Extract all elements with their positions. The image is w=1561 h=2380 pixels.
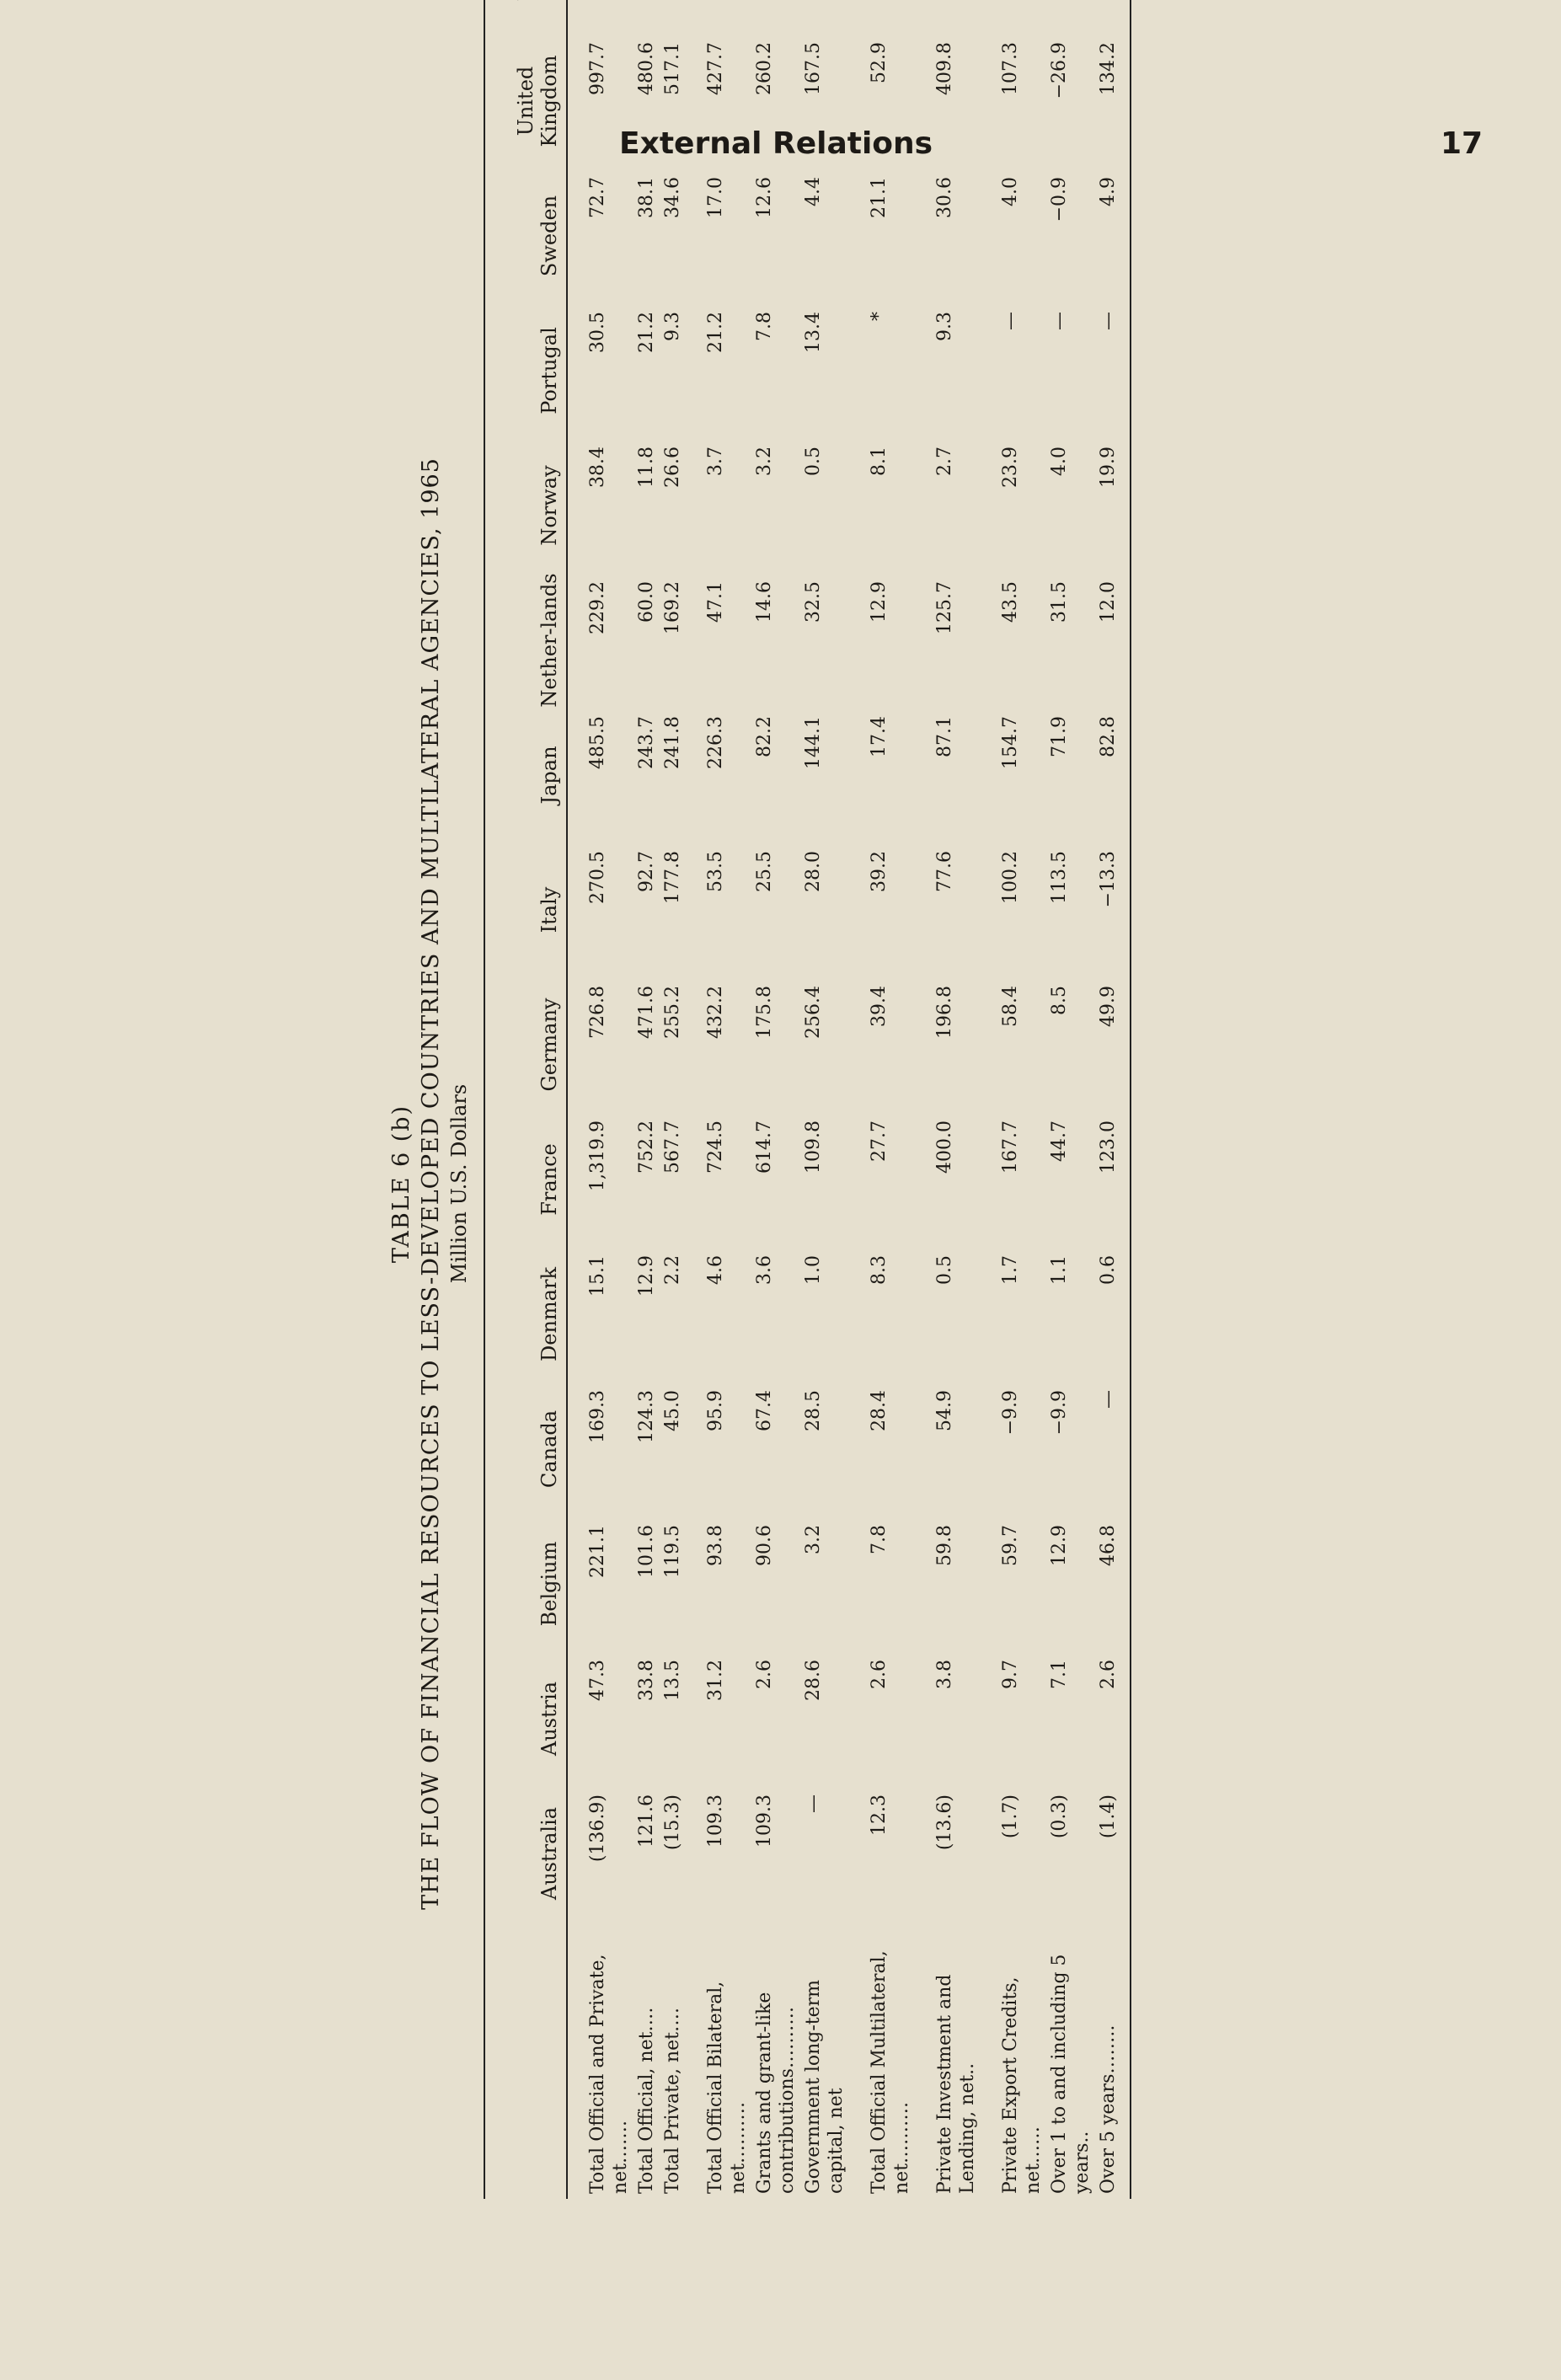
table-cell: 409.8 bbox=[934, 42, 955, 95]
table-row bbox=[981, 0, 1046, 2199]
table-body bbox=[567, 0, 1131, 2199]
table-cell bbox=[751, 0, 800, 34]
table-cell: — bbox=[1098, 1390, 1119, 1409]
table-cell: 432.2 bbox=[705, 986, 726, 1039]
table-caption bbox=[388, 168, 472, 2199]
table-cell: 7.8 bbox=[754, 312, 775, 341]
page-number: 17 bbox=[1441, 126, 1483, 161]
table-row bbox=[1046, 0, 1095, 2199]
column-header: Norway bbox=[537, 465, 561, 546]
table-cell: 177.8 bbox=[662, 851, 683, 904]
table-cell: 614.7 bbox=[754, 1120, 775, 1174]
column-header: Nether-lands bbox=[537, 573, 561, 708]
table-cell: 11.8 bbox=[636, 447, 657, 488]
column-header bbox=[484, 0, 567, 34]
table-cell: 109.3 bbox=[705, 1794, 726, 1848]
table-cell: (13.6) bbox=[934, 1794, 955, 1851]
table-cell: 19.9 bbox=[1098, 447, 1119, 488]
table-cell: 13.4 bbox=[803, 312, 824, 353]
table-cell: 34.6 bbox=[662, 177, 683, 218]
table-cell: 12.9 bbox=[869, 581, 890, 623]
table-cell bbox=[800, 0, 849, 34]
column-header: Sweden bbox=[537, 195, 561, 277]
table-cell: 28.4 bbox=[869, 1390, 890, 1431]
table-cell: 49.9 bbox=[1098, 986, 1119, 1027]
table-cell: 0.5 bbox=[934, 1255, 955, 1285]
table-cell: 12.6 bbox=[754, 177, 775, 218]
table-cell: 60.0 bbox=[636, 581, 657, 623]
table-row bbox=[751, 0, 800, 2199]
table-cell: 72.7 bbox=[587, 177, 608, 218]
table-cell: 43.5 bbox=[1000, 581, 1021, 623]
table-cell: 226.3 bbox=[705, 716, 726, 769]
table-cell: (1.7) bbox=[1000, 1794, 1021, 1839]
table-cell: 167.7 bbox=[1000, 1120, 1021, 1174]
table-cell: 4.6 bbox=[705, 1255, 726, 1285]
table-cell: (0.3) bbox=[1049, 1794, 1070, 1839]
table-cell: 28.5 bbox=[803, 1390, 824, 1431]
table-cell: 54.9 bbox=[934, 1390, 955, 1431]
table-cell: 39.4 bbox=[869, 986, 890, 1027]
column-header: Italy bbox=[537, 886, 561, 933]
table-cell: — bbox=[803, 1794, 824, 1813]
table-cell: 25.5 bbox=[754, 851, 775, 892]
table-cell: 38.1 bbox=[636, 177, 657, 218]
column-header: United Kingdom bbox=[514, 55, 561, 147]
table-cell: 3.2 bbox=[803, 1525, 824, 1554]
table-cell: 13.5 bbox=[662, 1660, 683, 1701]
table-cell: 33.8 bbox=[636, 1660, 657, 1701]
table-cell: 124.3 bbox=[636, 1390, 657, 1443]
table-row bbox=[915, 0, 981, 2199]
row-label: Grants and grant-like contributions………. bbox=[754, 1992, 798, 2194]
table-cell: −9.9 bbox=[1049, 1390, 1070, 1436]
table-cell: 260.2 bbox=[754, 42, 775, 95]
table-cell: 8.1 bbox=[869, 447, 890, 476]
table-cell: 1.7 bbox=[1000, 1255, 1021, 1285]
column-header: Belgium bbox=[537, 1541, 561, 1627]
table-cell: (1.4) bbox=[1098, 1794, 1119, 1839]
table-cell: 58.4 bbox=[1000, 986, 1021, 1027]
row-label: Total Private, net…. bbox=[662, 2008, 683, 2194]
table-cell: 59.8 bbox=[934, 1525, 955, 1566]
table-cell: 23.9 bbox=[1000, 447, 1021, 488]
table-row bbox=[660, 0, 686, 2199]
table-cell bbox=[567, 0, 633, 34]
table-cell: 726.8 bbox=[587, 986, 608, 1039]
table-cell: 2.6 bbox=[869, 1660, 890, 1689]
table-cell: 30.6 bbox=[934, 177, 955, 218]
table-cell: −0.9 bbox=[1049, 177, 1070, 222]
table-cell: 7.1 bbox=[1049, 1660, 1070, 1689]
table-cell: 92.7 bbox=[636, 851, 657, 892]
table-cell: 71.9 bbox=[1049, 716, 1070, 757]
table-cell: 82.8 bbox=[1098, 716, 1119, 757]
row-label: Government long-term capital, net bbox=[803, 1979, 847, 2194]
table-cell: 1,319.9 bbox=[587, 1120, 608, 1191]
table-cell: −26.9 bbox=[1049, 42, 1070, 99]
table-cell: 256.4 bbox=[803, 986, 824, 1039]
table-cell: 3.2 bbox=[754, 447, 775, 476]
table-cell: 12.3 bbox=[869, 1794, 890, 1836]
table-cell: 28.0 bbox=[803, 851, 824, 892]
running-title: External Relations bbox=[619, 126, 933, 161]
table-cell: 123.0 bbox=[1098, 1120, 1119, 1174]
table-cell: 255.2 bbox=[662, 986, 683, 1039]
table-cell: 119.5 bbox=[662, 1525, 683, 1578]
table-cell: 8.3 bbox=[869, 1255, 890, 1285]
table-cell: 109.3 bbox=[754, 1794, 775, 1848]
table-cell: 485.5 bbox=[587, 716, 608, 769]
table-cell: 26.6 bbox=[662, 447, 683, 488]
table-cell: 724.5 bbox=[705, 1120, 726, 1174]
table-number: TABLE 6 (b) bbox=[388, 1104, 414, 1264]
table-cell: 93.8 bbox=[705, 1525, 726, 1566]
table-title: THE FLOW OF FINANCIAL RESOURCES TO LESS-DEVELOPED COUNTRIES AND MULTILATERAL AGENCIES, 1965 bbox=[418, 457, 444, 1910]
table-cell: 107.3 bbox=[1000, 42, 1021, 95]
table-cell: 47.1 bbox=[705, 581, 726, 623]
table-cell: 82.2 bbox=[754, 716, 775, 757]
table-row bbox=[686, 0, 751, 2199]
table-cell: 154.7 bbox=[1000, 716, 1021, 769]
table-cell: 167.5 bbox=[803, 42, 824, 95]
table-cell: 400.0 bbox=[934, 1120, 955, 1174]
table-cell: 427.7 bbox=[705, 42, 726, 95]
row-label: Private Export Credits, net…… bbox=[1000, 1976, 1044, 2194]
table-cell bbox=[915, 0, 981, 34]
table-cell: 3.7 bbox=[705, 447, 726, 476]
table-cell: 7.8 bbox=[869, 1525, 890, 1554]
table-cell: 4.0 bbox=[1049, 447, 1070, 476]
table-cell bbox=[1046, 0, 1095, 34]
table-cell: 4.9 bbox=[1098, 177, 1119, 206]
table-cell: 21.1 bbox=[869, 177, 890, 218]
table-cell: −13.3 bbox=[1098, 851, 1119, 908]
row-label: Total Official and Private, net……. bbox=[587, 1954, 631, 2194]
table-cell: 39.2 bbox=[869, 851, 890, 892]
table-cell: 9.3 bbox=[662, 312, 683, 341]
column-header: Canada bbox=[537, 1409, 561, 1489]
table-cell: 229.2 bbox=[587, 581, 608, 634]
column-header-label bbox=[484, 1921, 567, 2199]
table-cell: 480.6 bbox=[636, 42, 657, 95]
table-cell: 47.3 bbox=[587, 1660, 608, 1701]
row-label: Over 1 to and including 5 years.. bbox=[1049, 1954, 1093, 2194]
table-row bbox=[800, 0, 849, 2199]
table-cell: 175.8 bbox=[754, 986, 775, 1039]
table-cell: 15.1 bbox=[587, 1255, 608, 1297]
table-cell: 12.0 bbox=[1098, 581, 1119, 623]
header-row bbox=[484, 0, 567, 2199]
table-unit: Million U.S. Dollars bbox=[447, 1083, 471, 1284]
column-header: France bbox=[537, 1143, 561, 1216]
table-cell: 121.6 bbox=[636, 1794, 657, 1848]
table-cell: 997.7 bbox=[587, 42, 608, 95]
table-cell: 38.4 bbox=[587, 447, 608, 488]
table-cell: 4.0 bbox=[1000, 177, 1021, 206]
table-cell bbox=[660, 0, 686, 34]
row-label: Private Investment and Lending, net.. bbox=[934, 1974, 978, 2194]
table-row bbox=[633, 0, 660, 2199]
table-cell: 0.6 bbox=[1098, 1255, 1119, 1285]
table-cell: 21.2 bbox=[705, 312, 726, 353]
column-header: Austria bbox=[537, 1681, 561, 1757]
table-cell: 221.1 bbox=[587, 1525, 608, 1578]
table-cell: 32.5 bbox=[803, 581, 824, 623]
table-cell: (15.3) bbox=[662, 1794, 683, 1851]
table-cell: 243.7 bbox=[636, 716, 657, 769]
table-cell: 471.6 bbox=[636, 986, 657, 1039]
table-cell: 2.2 bbox=[662, 1255, 683, 1285]
table-cell: 59.7 bbox=[1000, 1525, 1021, 1566]
column-header: Germany bbox=[537, 997, 561, 1092]
table-cell bbox=[849, 0, 915, 34]
table-cell: 270.5 bbox=[587, 851, 608, 904]
table-cell: 14.6 bbox=[754, 581, 775, 623]
table-cell: 3.8 bbox=[934, 1660, 955, 1689]
table-cell: — bbox=[1000, 312, 1021, 330]
row-label: Over 5 years…….. bbox=[1098, 2024, 1119, 2194]
table-cell bbox=[981, 0, 1046, 34]
table-cell: 169.3 bbox=[587, 1390, 608, 1443]
table-cell: 101.6 bbox=[636, 1525, 657, 1578]
table-cell: 90.6 bbox=[754, 1525, 775, 1566]
table-cell: 12.9 bbox=[636, 1255, 657, 1297]
table-cell: 67.4 bbox=[754, 1390, 775, 1431]
table-cell: (136.9) bbox=[587, 1794, 608, 1863]
table-cell: 517.1 bbox=[662, 42, 683, 95]
row-label: Total Official Multilateral, net………. bbox=[869, 1950, 912, 2194]
table-cell bbox=[686, 0, 751, 34]
column-header: Denmark bbox=[537, 1267, 561, 1361]
table-cell: * bbox=[869, 312, 890, 321]
table-cell: 100.2 bbox=[1000, 851, 1021, 904]
financial-flow-table bbox=[484, 0, 1131, 2199]
table-cell: 134.2 bbox=[1098, 42, 1119, 95]
table-cell: −9.9 bbox=[1000, 1390, 1021, 1436]
table-cell: 1.0 bbox=[803, 1255, 824, 1285]
table-cell: 3.6 bbox=[754, 1255, 775, 1285]
table-cell bbox=[1095, 0, 1131, 34]
table-cell: 109.8 bbox=[803, 1120, 824, 1174]
column-header: Japan bbox=[537, 746, 561, 805]
table-cell: 12.9 bbox=[1049, 1525, 1070, 1566]
column-header: Portugal bbox=[537, 327, 561, 414]
table-cell: 241.8 bbox=[662, 716, 683, 769]
table-cell bbox=[633, 0, 660, 34]
table-cell: 31.5 bbox=[1049, 581, 1070, 623]
table-cell: 752.2 bbox=[636, 1120, 657, 1174]
table-row bbox=[1095, 0, 1131, 2199]
table-cell: 169.2 bbox=[662, 581, 683, 634]
table-cell: 21.2 bbox=[636, 312, 657, 353]
table-cell: 87.1 bbox=[934, 716, 955, 757]
table-cell: 31.2 bbox=[705, 1660, 726, 1701]
table-cell: 45.0 bbox=[662, 1390, 683, 1431]
table-row bbox=[849, 0, 915, 2199]
table-cell: 4.4 bbox=[803, 177, 824, 206]
table-cell: 17.0 bbox=[705, 177, 726, 218]
table-cell: 9.7 bbox=[1000, 1660, 1021, 1689]
table-cell: 52.9 bbox=[869, 42, 890, 83]
table-cell: 53.5 bbox=[705, 851, 726, 892]
table-cell: 77.6 bbox=[934, 851, 955, 892]
table-cell: 17.4 bbox=[869, 716, 890, 757]
table-cell: 1.1 bbox=[1049, 1255, 1070, 1285]
row-label: Total Official, net…. bbox=[636, 2007, 657, 2194]
table-cell: — bbox=[1098, 312, 1119, 330]
table-cell: 196.8 bbox=[934, 986, 955, 1039]
table-cell: 28.6 bbox=[803, 1660, 824, 1701]
table-cell: 2.7 bbox=[934, 447, 955, 476]
table-cell: 9.3 bbox=[934, 312, 955, 341]
table-cell: 30.5 bbox=[587, 312, 608, 353]
table-cell: 46.8 bbox=[1098, 1525, 1119, 1566]
table-cell: 27.7 bbox=[869, 1120, 890, 1162]
table-cell: 95.9 bbox=[705, 1390, 726, 1431]
table-cell: 2.6 bbox=[754, 1660, 775, 1689]
column-header: Australia bbox=[537, 1806, 561, 1901]
table-cell: — bbox=[1049, 312, 1070, 330]
table-cell: 44.7 bbox=[1049, 1120, 1070, 1162]
table-cell: 567.7 bbox=[662, 1120, 683, 1174]
table-cell: 2.6 bbox=[1098, 1660, 1119, 1689]
table-row bbox=[567, 0, 633, 2199]
table-cell: 144.1 bbox=[803, 716, 824, 769]
table-cell: 113.5 bbox=[1049, 851, 1070, 904]
table-cell: 0.5 bbox=[803, 447, 824, 476]
table-cell: 125.7 bbox=[934, 581, 955, 634]
row-label: Total Official Bilateral, net………. bbox=[705, 1981, 749, 2194]
table-cell: 8.5 bbox=[1049, 986, 1070, 1015]
